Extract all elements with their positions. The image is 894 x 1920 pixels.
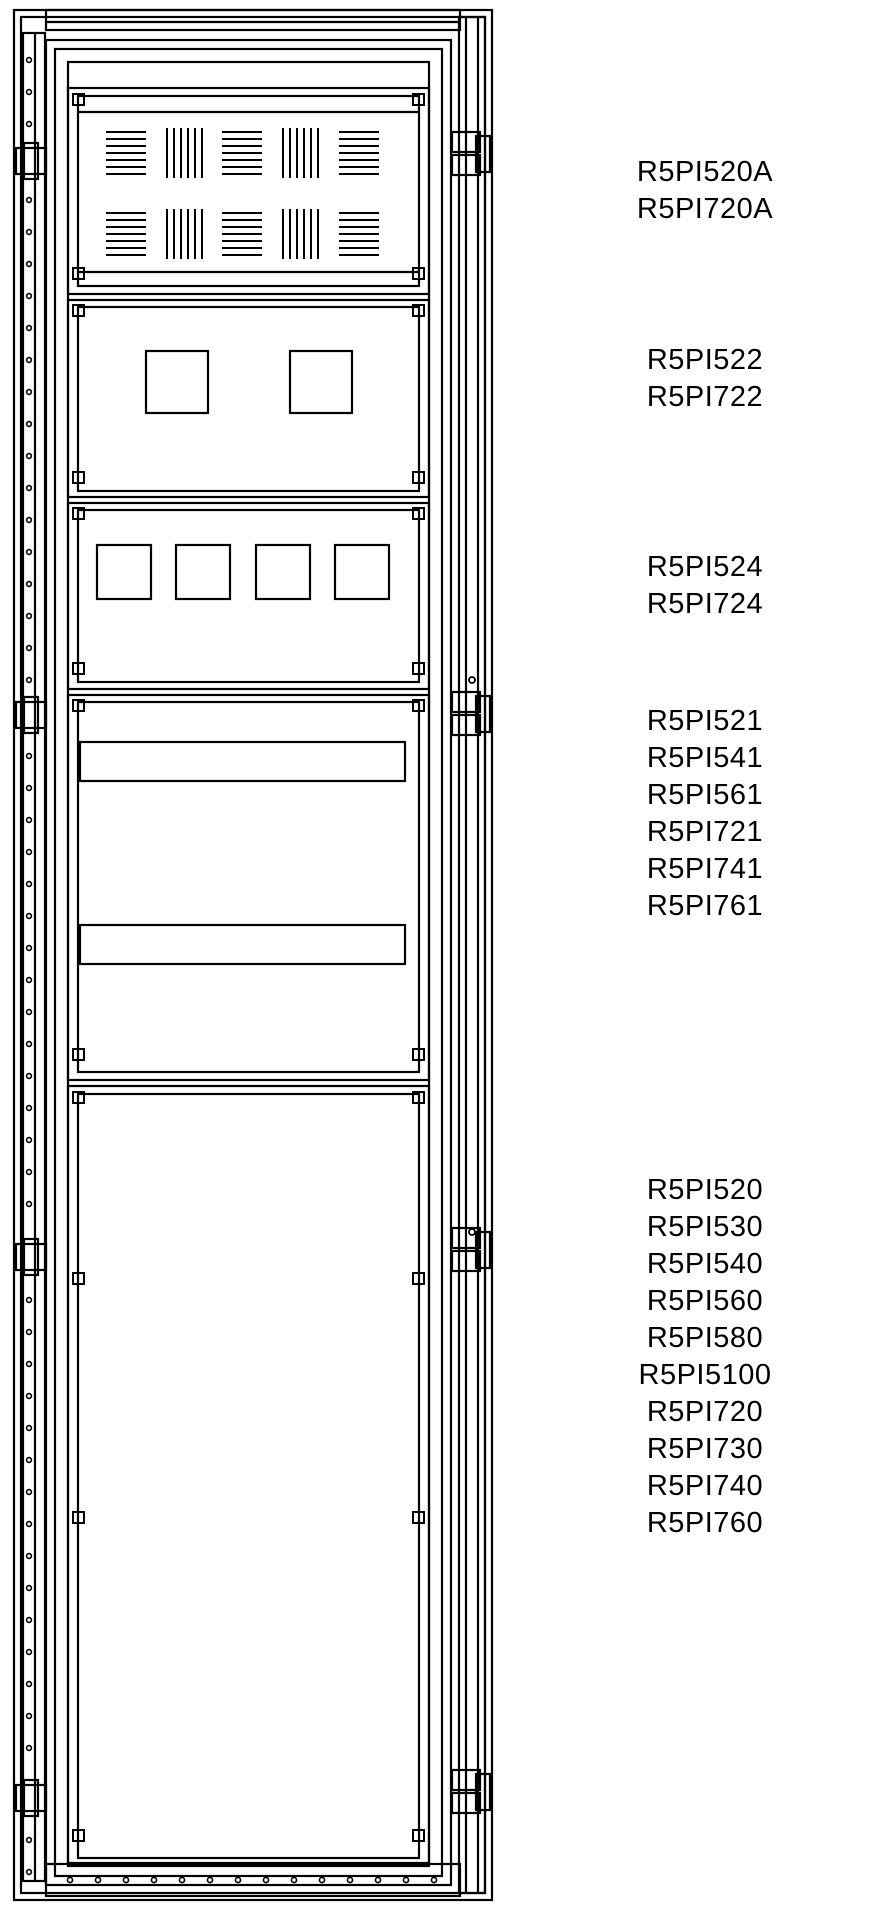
label-line: R5PI721 xyxy=(646,816,764,848)
label-line: R5PI730 xyxy=(646,1433,764,1465)
label-group-two-window-panel xyxy=(540,342,870,416)
label-line: R5PI760 xyxy=(646,1507,764,1539)
label-line: R5PI524 xyxy=(646,551,764,583)
label-line: R5PI560 xyxy=(646,1285,764,1317)
label-group-blank-panel xyxy=(540,1172,870,1542)
label-line: R5PI520A xyxy=(636,156,774,188)
label-group-ventilated-panel xyxy=(540,154,870,228)
label-line: R5PI722 xyxy=(646,381,764,413)
label-line: R5PI561 xyxy=(646,779,764,811)
label-line: R5PI522 xyxy=(646,344,764,376)
label-line: R5PI541 xyxy=(646,742,764,774)
label-line: R5PI724 xyxy=(646,588,764,620)
label-line: R5PI530 xyxy=(646,1211,764,1243)
label-line: R5PI520 xyxy=(646,1174,764,1206)
label-group-two-slot-panel xyxy=(540,703,870,925)
label-line: R5PI720A xyxy=(636,193,774,225)
label-line: R5PI540 xyxy=(646,1248,764,1280)
label-line: R5PI580 xyxy=(646,1322,764,1354)
label-group-four-window-panel xyxy=(540,549,870,623)
label-line: R5PI521 xyxy=(646,705,764,737)
label-line: R5PI5100 xyxy=(638,1359,772,1391)
label-line: R5PI741 xyxy=(646,853,764,885)
label-line: R5PI740 xyxy=(646,1470,764,1502)
label-line: R5PI720 xyxy=(646,1396,764,1428)
label-line: R5PI761 xyxy=(646,890,764,922)
